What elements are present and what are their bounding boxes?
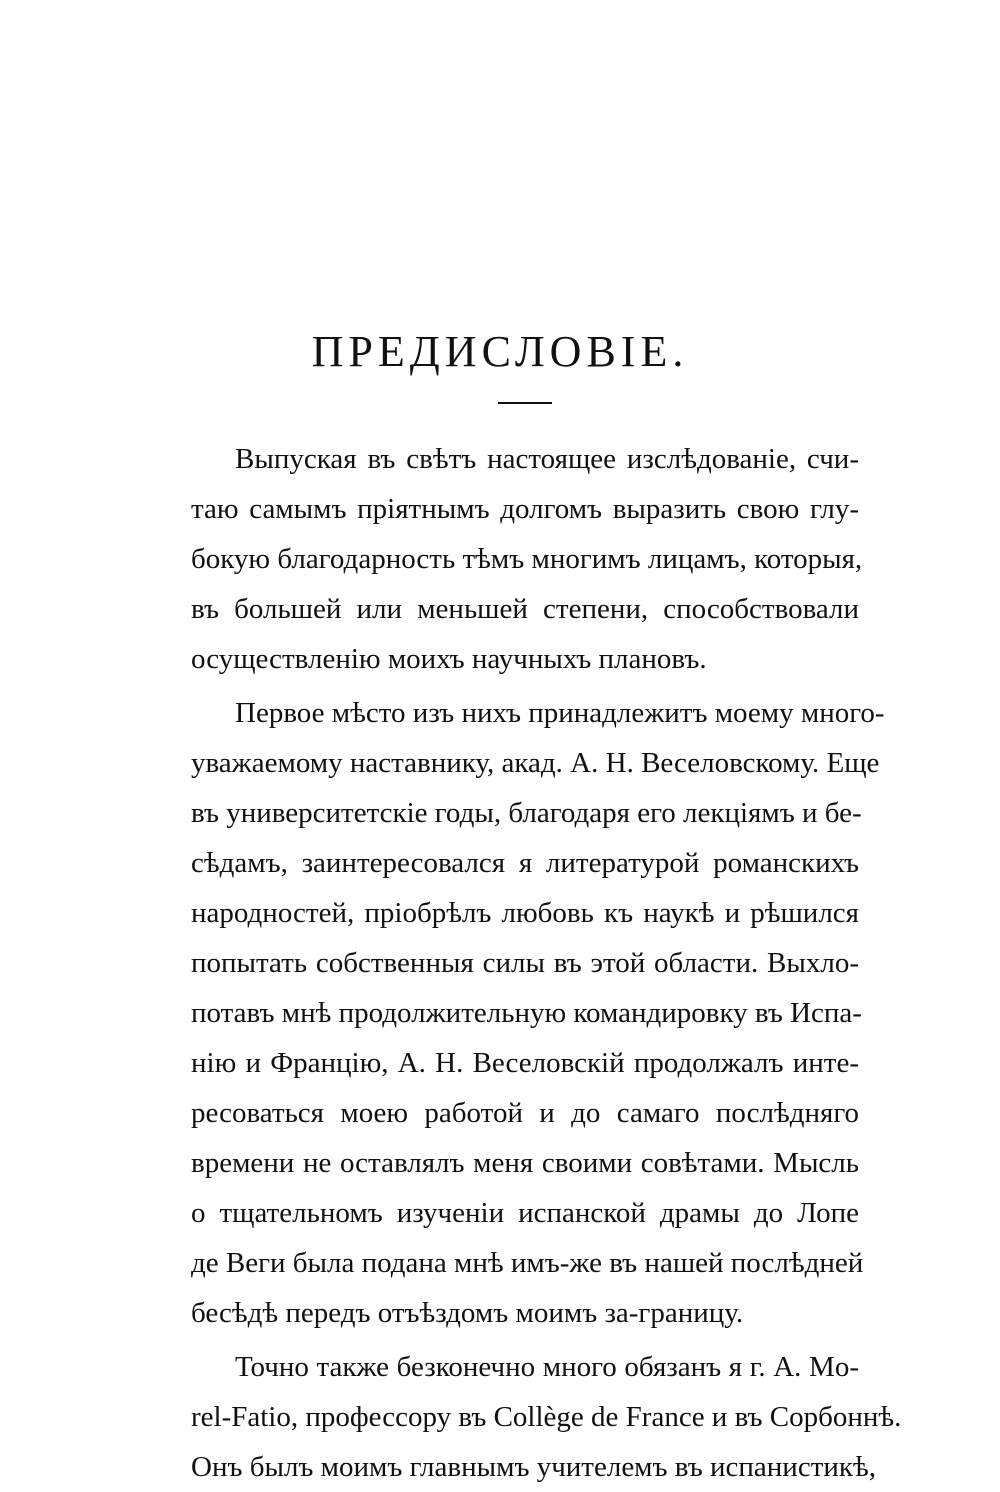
text-line: въ университетскіе годы, благодаря его лекціямъ и бе- — [191, 797, 862, 829]
title-divider — [498, 402, 552, 404]
text-line: потавъ мнѣ продолжительную командировку въ Испа- — [191, 997, 862, 1029]
text-line: бокую благодарность тѣмъ многимъ лицамъ, которыя, — [191, 543, 863, 575]
text-line: народностей, пріобрѣлъ любовь къ наукѣ и рѣшился — [191, 897, 859, 929]
text-line: таю самымъ пріятнымъ долгомъ выразить свою глу- — [191, 493, 859, 525]
page-title: ПРЕДИСЛОВІЕ. — [311, 327, 689, 376]
text-line: въ большей или меньшей степени, способствовали — [191, 593, 859, 625]
text-line: rel-Fatio, профессору въ Collège de France и въ Сорбоннѣ. — [191, 1401, 902, 1433]
body-text — [191, 434, 902, 1492]
text-line: попытать собственныя силы въ этой области. Выхло- — [191, 947, 859, 979]
text-line: уважаемому наставнику, акад. А. Н. Веселовскому. Еще — [191, 747, 880, 779]
text-line: времени не оставлялъ меня своими совѣтами. Мысль — [191, 1147, 859, 1179]
text-line: Первое мѣсто изъ нихъ принадлежитъ моему много- — [235, 697, 885, 729]
text-line: ресоваться моею работой и до самаго послѣдняго — [191, 1097, 859, 1129]
text-line: де Веги была подана мнѣ имъ-же въ нашей послѣдней — [191, 1247, 864, 1279]
text-line: Онъ былъ моимъ главнымъ учителемъ въ испанистикѣ, — [191, 1451, 876, 1483]
text-line: сѣдамъ, заинтересовался я литературой романскихъ — [191, 847, 859, 879]
text-line: Выпуская въ свѣтъ настоящее изслѣдованіе, счи- — [235, 443, 859, 475]
text-line: осуществленію моихъ научныхъ плановъ. — [191, 643, 707, 675]
text-line: о тщательномъ изученіи испанской драмы до Лопе — [191, 1197, 859, 1229]
text-line: Точно также безконечно много обязанъ я г. А. Mo- — [235, 1351, 859, 1383]
text-line: нію и Францію, А. Н. Веселовскій продолжалъ инте- — [191, 1047, 859, 1079]
text-line: бесѣдѣ передъ отъѣздомъ моимъ за-границу. — [191, 1297, 744, 1329]
